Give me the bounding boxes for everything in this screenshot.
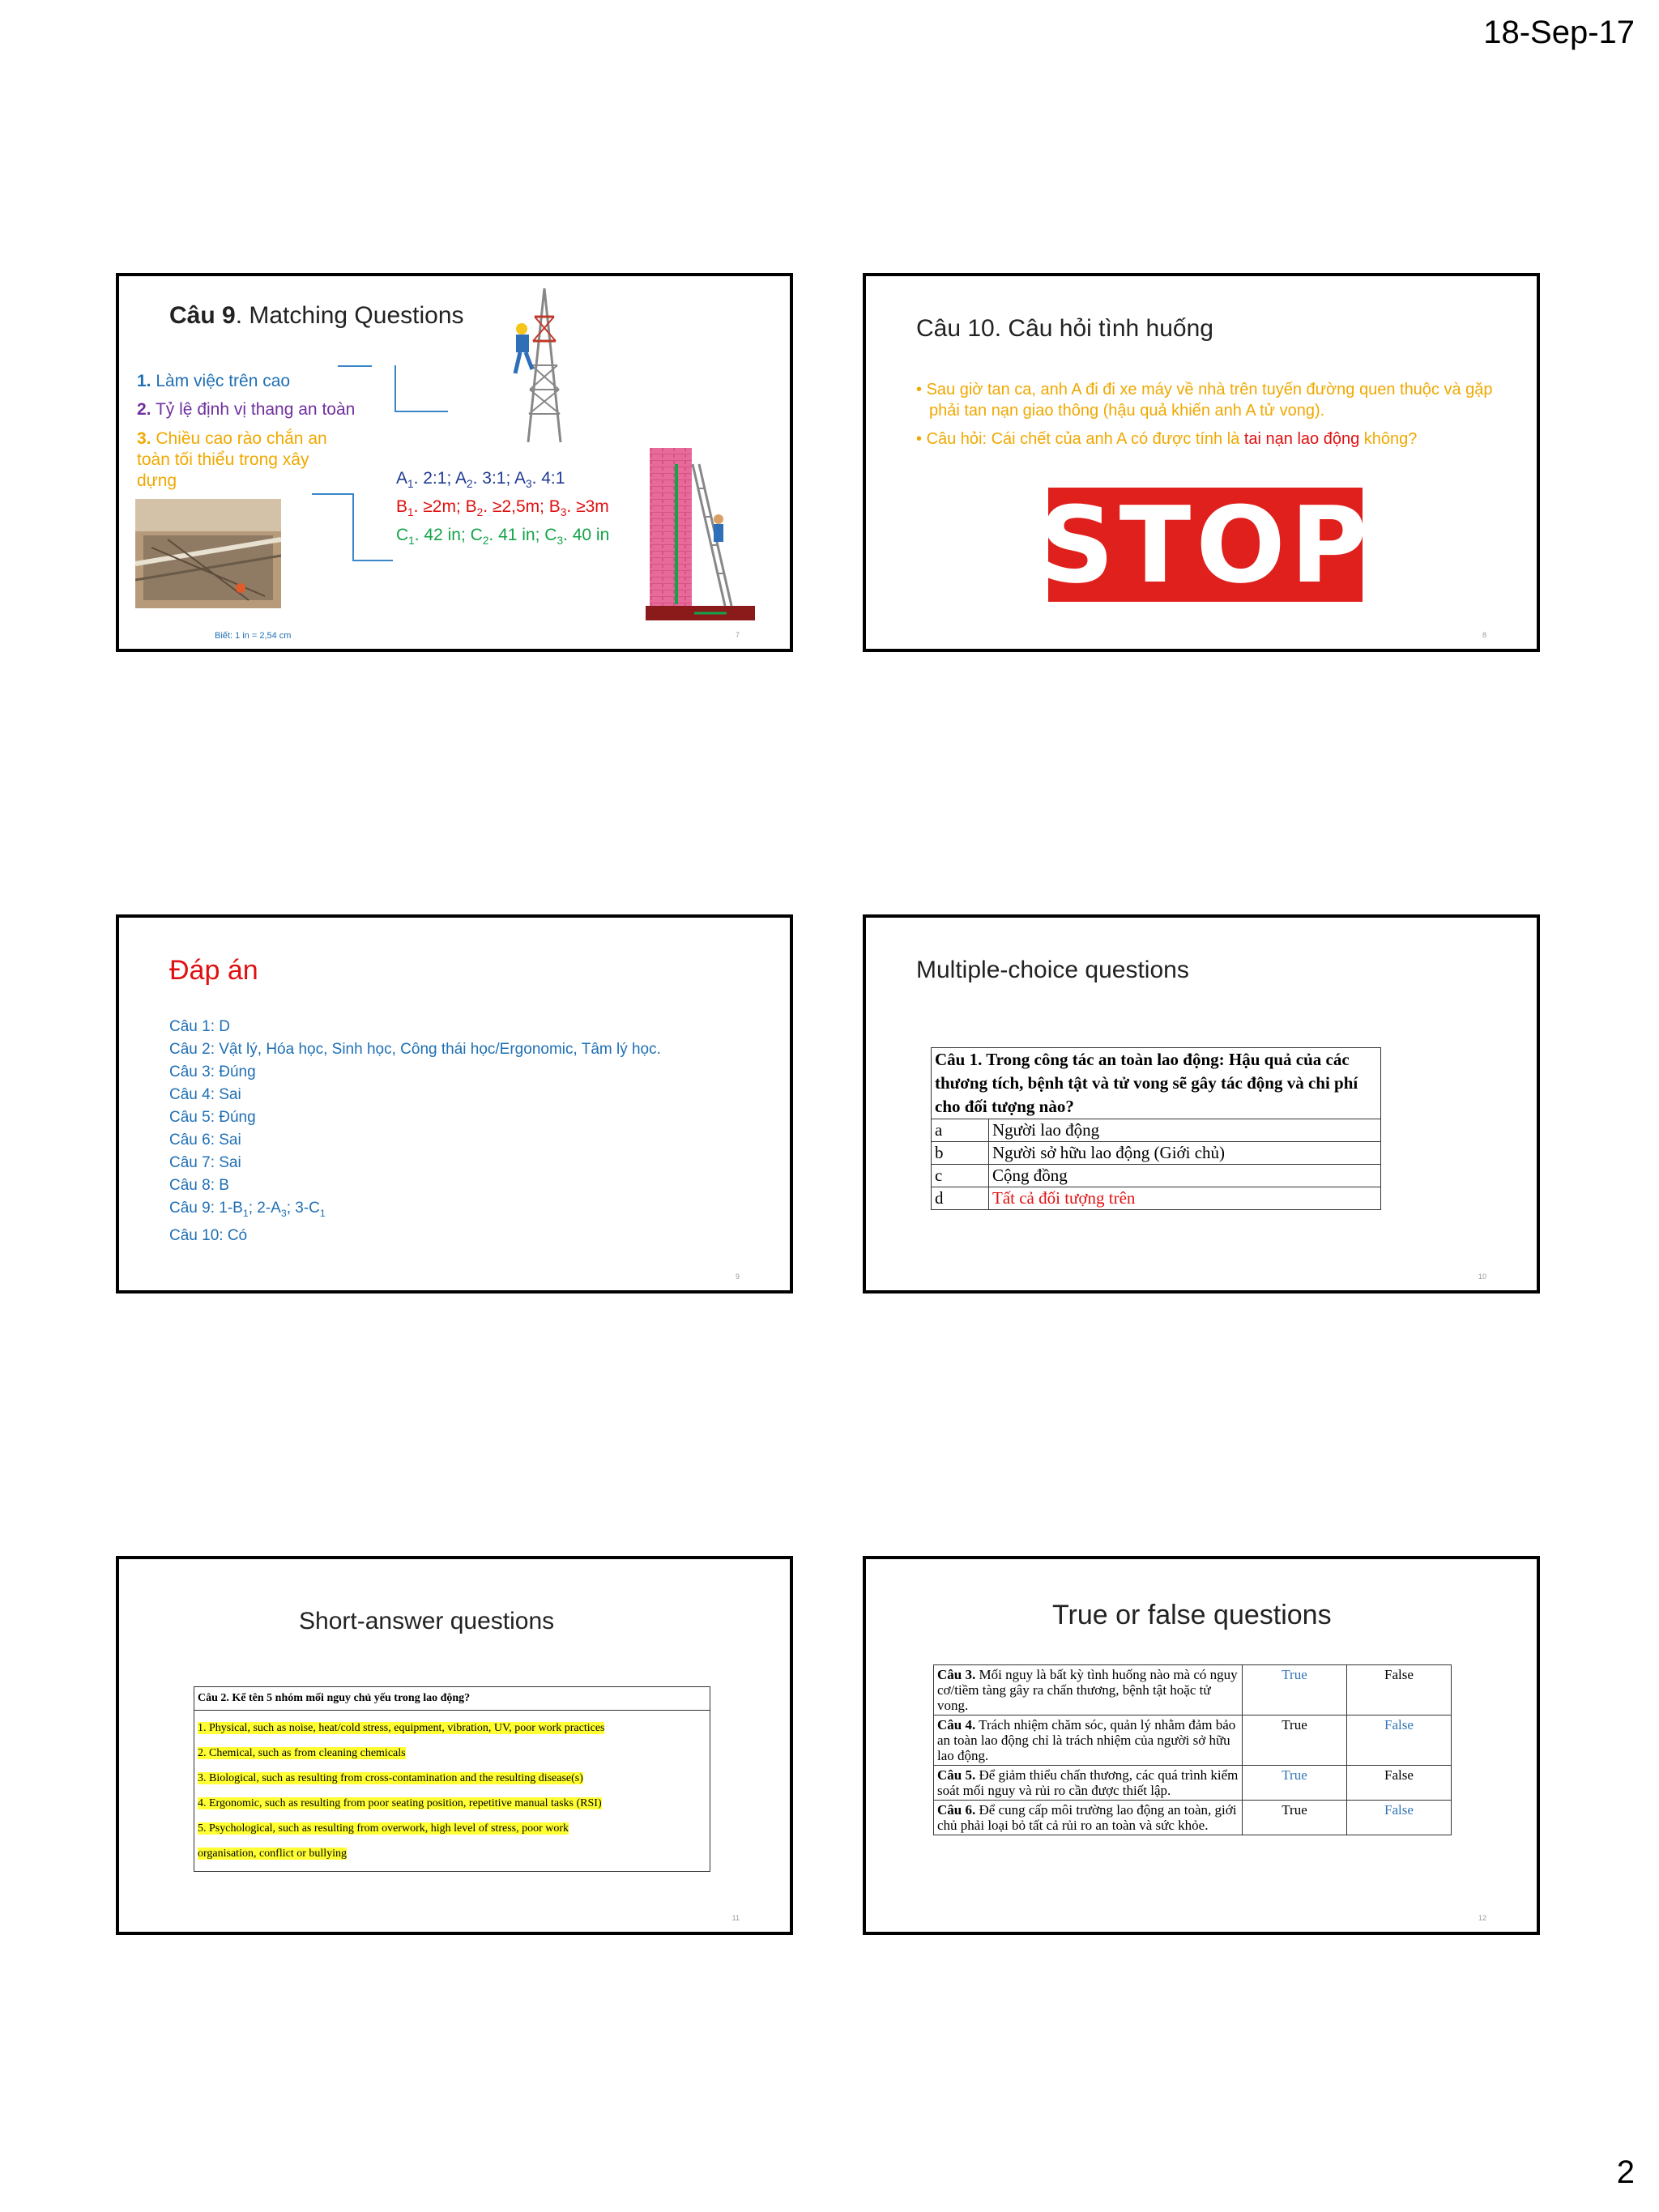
connector-line bbox=[312, 493, 352, 495]
connector-line bbox=[338, 365, 372, 367]
option-b-row: $B_1$. ≥2m; $B_2$. ≥2,5m; $B_3$. ≥3m bbox=[396, 497, 609, 519]
answer-item: Câu 8: B bbox=[169, 1177, 229, 1194]
question-cell: Câu 1. Trong công tác an toàn lao động: Hậu quả của các thương tích, bệnh tật và tử vong sẽ gây tác động và chi phí cho đối tượng nào? bbox=[932, 1048, 1381, 1119]
correct-answer: Tất cả đối tượng trên bbox=[989, 1187, 1381, 1210]
answer-line: 4. Ergonomic, such as resulting from poor seating position, repetitive manual tasks (RSI) bbox=[198, 1797, 602, 1809]
true-false-table bbox=[933, 1664, 1452, 1835]
slide-9-title: Đáp án bbox=[169, 955, 258, 986]
slide-number: 11 bbox=[731, 1914, 740, 1922]
slide-8 bbox=[863, 273, 1540, 652]
slide-number: 8 bbox=[1482, 631, 1486, 639]
matching-item-2: 2. Tỷ lệ định vị thang an toàn bbox=[137, 400, 356, 419]
short-answer-table bbox=[194, 1686, 710, 1872]
answer-item: Câu 3: Đúng bbox=[169, 1063, 256, 1080]
slide-number: 12 bbox=[1478, 1914, 1486, 1922]
slide-12 bbox=[863, 1556, 1540, 1935]
connector-line bbox=[394, 365, 396, 411]
tower-climber-image bbox=[504, 284, 577, 446]
table-row: a Người lao động bbox=[932, 1119, 1381, 1142]
slide-10 bbox=[863, 914, 1540, 1294]
slide-9 bbox=[116, 914, 793, 1294]
bullet-1: • Sau giờ tan ca, anh A đi đi xe máy về nhà trên tuyến đường quen thuộc và gặp phải tan nạn giao thông (hậu quả khiến anh A tử vong). bbox=[916, 381, 1493, 420]
answer-list bbox=[169, 1016, 661, 1247]
answer-cell bbox=[194, 1711, 710, 1872]
answer-line: organisation, conflict or bullying bbox=[198, 1848, 348, 1860]
answer-line: 1. Physical, such as noise, heat/cold stress, equipment, vibration, UV, poor work practices bbox=[198, 1722, 605, 1734]
option-a-row: $A_1$. 2:1; $A_2$. 3:1; $A_3$. 4:1 bbox=[396, 469, 565, 491]
answer-item: Câu 1: D bbox=[169, 1018, 230, 1035]
table-row: Câu 6. Để cung cấp môi trường lao động an toàn, giới chủ phải loại bỏ tất cả rủi ro an toàn và sức khỏe. True False bbox=[934, 1801, 1452, 1835]
slide-number: 9 bbox=[735, 1272, 740, 1281]
connector-line bbox=[352, 560, 393, 561]
connector-line bbox=[352, 493, 354, 560]
answer-line: 2. Chemical, such as from cleaning chemicals bbox=[198, 1747, 406, 1759]
answer-item: Câu 5: Đúng bbox=[169, 1109, 256, 1126]
header-date: 18-Sep-17 bbox=[1483, 15, 1635, 50]
slide-12-title: True or false questions bbox=[1052, 1600, 1332, 1630]
answer-line: 3. Biological, such as resulting from cross-contamination and the resulting disease(s) bbox=[198, 1772, 583, 1784]
stop-sign: STOP bbox=[1038, 483, 1373, 607]
answer-item: Câu 10: Có bbox=[169, 1226, 248, 1244]
unit-note: Biết: 1 in = 2,54 cm bbox=[215, 631, 292, 641]
table-row: Câu 4. Trách nhiệm chăm sóc, quản lý nhằm đảm bảo an toàn lao động chỉ là trách nhiệm của người sở hữu lao động. True False bbox=[934, 1715, 1452, 1766]
table-row: Câu 5. Để giảm thiểu chấn thương, các quá trình kiểm soát mối nguy và rủi ro cần được thiết lập. True False bbox=[934, 1766, 1452, 1801]
bullet-2: • Câu hỏi: Cái chết của anh A có được tính là tai nạn lao động không? bbox=[916, 430, 1418, 448]
answer-item: Câu 7: Sai bbox=[169, 1154, 241, 1171]
matching-item-3: 3. Chiều cao rào chắn an toàn tối thiểu trong xây dựng bbox=[137, 429, 327, 490]
slide-11 bbox=[116, 1556, 793, 1935]
matching-item-1: 1. Làm việc trên cao bbox=[137, 372, 291, 390]
answer-item: Câu 6: Sai bbox=[169, 1132, 241, 1149]
page-number: 2 bbox=[1616, 2154, 1635, 2190]
question-cell: Câu 2. Kể tên 5 nhóm mối nguy chủ yếu trong lao động? bbox=[194, 1687, 710, 1711]
slide-7-title: Câu 9. Matching Questions bbox=[169, 302, 464, 329]
answer-item: Câu 2: Vật lý, Hóa học, Sinh học, Công thái học/Ergonomic, Tâm lý học. bbox=[169, 1041, 661, 1058]
table-row: d Tất cả đối tượng trên bbox=[932, 1187, 1381, 1210]
table-row: b Người sở hữu lao động (Giới chủ) bbox=[932, 1142, 1381, 1165]
answer-item: Câu 4: Sai bbox=[169, 1086, 241, 1103]
ladder-wall-image bbox=[646, 448, 755, 622]
multiple-choice-table bbox=[931, 1047, 1381, 1210]
answer-line: 5. Psychological, such as resulting from overwork, high level of stress, poor work bbox=[198, 1822, 569, 1835]
construction-site-photo bbox=[135, 499, 281, 608]
slide-8-title: Câu 10. Câu hỏi tình huống bbox=[916, 315, 1213, 342]
slide-number: 7 bbox=[735, 631, 740, 639]
table-row: c Cộng đồng bbox=[932, 1165, 1381, 1187]
slide-11-title: Short-answer questions bbox=[299, 1608, 555, 1634]
option-c-row: $C_1$. 42 in; $C_2$. 41 in; $C_3$. 40 in bbox=[396, 526, 610, 548]
slide-number: 10 bbox=[1478, 1272, 1486, 1281]
slide-10-title: Multiple-choice questions bbox=[916, 957, 1189, 983]
table-row: Câu 3. Mối nguy là bất kỳ tình huống nào mà có nguy cơ/tiềm tàng gây ra chấn thương, bệnh tật hoặc tử vong. True False bbox=[934, 1665, 1452, 1715]
slide-7 bbox=[116, 273, 793, 652]
answer-item: Câu 9: $1-B_1$; $2-A_3$; $3-C_1$ bbox=[169, 1200, 326, 1219]
connector-line bbox=[394, 411, 448, 412]
